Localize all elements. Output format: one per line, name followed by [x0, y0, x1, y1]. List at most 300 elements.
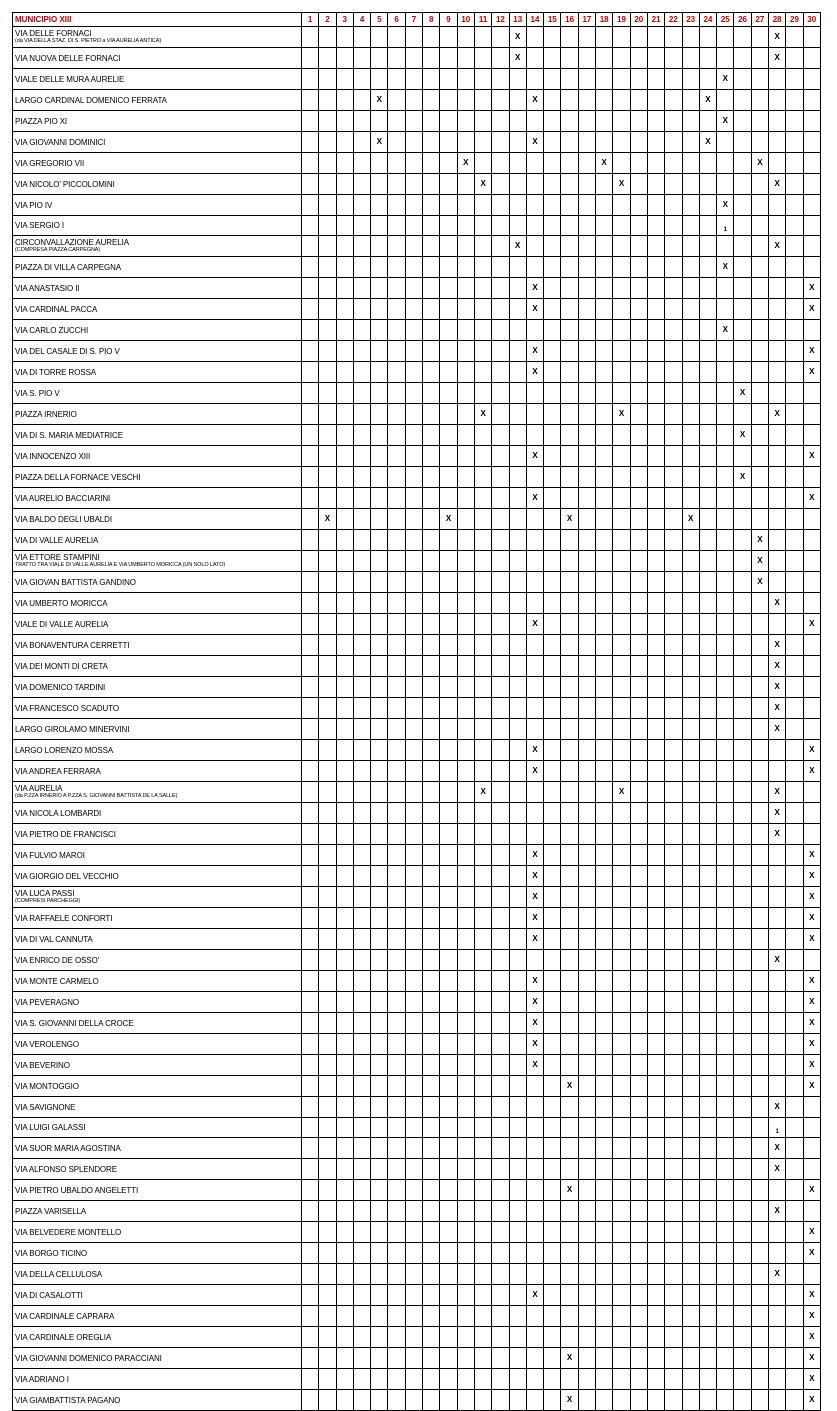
day-cell [423, 1034, 440, 1055]
day-cell [423, 467, 440, 488]
day-cell [751, 656, 768, 677]
day-cell [630, 845, 647, 866]
day-cell [682, 216, 699, 236]
day-cell [578, 236, 595, 257]
day-cell [699, 971, 716, 992]
day-cell [630, 656, 647, 677]
day-cell [492, 1180, 509, 1201]
day-cell [578, 111, 595, 132]
day-cell [561, 1201, 578, 1222]
day-cell [734, 195, 751, 216]
street-cell [13, 1348, 302, 1369]
street-name: VIA PIETRO DE FRANCISCI [15, 829, 116, 839]
day-cell [596, 929, 613, 950]
day-cell [734, 1201, 751, 1222]
schedule-mark: X [526, 1013, 543, 1034]
day-cell [371, 803, 388, 824]
day-cell [474, 195, 491, 216]
day-cell [613, 299, 630, 320]
day-cell [751, 740, 768, 761]
day-cell [751, 69, 768, 90]
day-cell [596, 1390, 613, 1411]
day-cell [302, 153, 319, 174]
day-cell [544, 320, 561, 341]
day-cell [423, 1369, 440, 1390]
day-cell [526, 383, 543, 404]
day-cell [769, 929, 786, 950]
day-cell [647, 1348, 664, 1369]
day-cell [578, 845, 595, 866]
day-cell [803, 1201, 820, 1222]
day-cell [509, 572, 526, 593]
day-cell [682, 698, 699, 719]
day-cell [440, 1055, 457, 1076]
day-cell [423, 1327, 440, 1348]
day-cell [578, 1201, 595, 1222]
day-cell [302, 425, 319, 446]
day-cell [492, 509, 509, 530]
day-cell [665, 1138, 682, 1159]
day-cell [353, 1180, 370, 1201]
day-cell [803, 132, 820, 153]
day-cell [371, 1201, 388, 1222]
day-cell [665, 740, 682, 761]
day-cell [734, 719, 751, 740]
day-cell [699, 509, 716, 530]
day-cell [647, 677, 664, 698]
day-cell [596, 257, 613, 278]
day-cell [302, 761, 319, 782]
day-cell [751, 1076, 768, 1097]
table-row [13, 195, 821, 216]
day-cell [509, 782, 526, 803]
day-cell [492, 153, 509, 174]
day-cell [786, 824, 803, 845]
day-cell [717, 698, 734, 719]
day-cell [440, 320, 457, 341]
day-cell [302, 278, 319, 299]
day-cell [578, 1118, 595, 1138]
day-cell [405, 698, 422, 719]
street-name: VIALE DI VALLE AURELIA [15, 619, 109, 629]
day-cell [630, 1180, 647, 1201]
day-cell [596, 1180, 613, 1201]
day-cell [544, 572, 561, 593]
day-cell [388, 69, 405, 90]
day-cell [734, 782, 751, 803]
day-cell [405, 656, 422, 677]
day-cell [769, 195, 786, 216]
day-cell [336, 908, 353, 929]
day-cell [405, 1076, 422, 1097]
day-cell [717, 509, 734, 530]
day-cell [319, 425, 336, 446]
day-cell [319, 551, 336, 572]
day-cell [561, 341, 578, 362]
day-cell [353, 1097, 370, 1118]
day-cell [786, 593, 803, 614]
day-cell [682, 1201, 699, 1222]
day-cell [803, 153, 820, 174]
day-cell [509, 1076, 526, 1097]
day-cell [734, 90, 751, 111]
day-cell [526, 509, 543, 530]
day-cell [526, 1201, 543, 1222]
street-name: LARGO GIROLAMO MINERVINI [15, 724, 130, 734]
schedule-mark: X [371, 90, 388, 111]
day-cell [665, 404, 682, 425]
day-cell [509, 614, 526, 635]
day-cell [302, 488, 319, 509]
day-cell [682, 782, 699, 803]
table-row [13, 320, 821, 341]
day-cell [769, 1222, 786, 1243]
day-cell [786, 299, 803, 320]
day-cell [440, 908, 457, 929]
street-name: VIA GIOVANNI DOMINICI [15, 137, 106, 147]
day-cell [492, 698, 509, 719]
schedule-mark: X [561, 1076, 578, 1097]
day-cell [302, 467, 319, 488]
day-cell [734, 551, 751, 572]
day-cell [440, 132, 457, 153]
day-cell [769, 320, 786, 341]
day-cell [803, 174, 820, 195]
day-cell [526, 1369, 543, 1390]
day-cell [336, 509, 353, 530]
day-cell [751, 761, 768, 782]
day-cell [699, 1264, 716, 1285]
day-cell [544, 1327, 561, 1348]
day-cell [596, 320, 613, 341]
day-cell [319, 278, 336, 299]
day-cell [561, 845, 578, 866]
day-cell [769, 887, 786, 908]
day-cell [665, 929, 682, 950]
day-cell [336, 845, 353, 866]
day-cell [474, 929, 491, 950]
day-cell [786, 530, 803, 551]
day-cell [474, 1306, 491, 1327]
day-cell [544, 1201, 561, 1222]
day-cell [371, 1180, 388, 1201]
table-body [13, 27, 821, 1411]
day-cell [388, 908, 405, 929]
day-cell [405, 929, 422, 950]
day-cell [371, 362, 388, 383]
schedule-mark: X [769, 1097, 786, 1118]
day-cell [319, 908, 336, 929]
day-cell [405, 404, 422, 425]
schedule-mark: X [803, 740, 820, 761]
day-cell [474, 27, 491, 48]
day-cell [336, 971, 353, 992]
street-name: VIA CARDINAL PACCA [15, 304, 98, 314]
day-cell [388, 195, 405, 216]
day-cell [734, 1159, 751, 1180]
table-row [13, 1243, 821, 1264]
day-cell [647, 404, 664, 425]
day-cell [751, 90, 768, 111]
day-cell [492, 677, 509, 698]
day-cell [647, 719, 664, 740]
day-cell [630, 866, 647, 887]
day-cell [596, 195, 613, 216]
day-cell [371, 656, 388, 677]
day-cell [440, 992, 457, 1013]
day-cell [665, 383, 682, 404]
day-cell [751, 845, 768, 866]
day-cell [596, 69, 613, 90]
street-cell [13, 362, 302, 383]
day-cell [440, 383, 457, 404]
day-cell [336, 614, 353, 635]
day-cell [336, 320, 353, 341]
day-cell [699, 824, 716, 845]
day-cell [803, 551, 820, 572]
day-cell [682, 425, 699, 446]
day-cell [492, 1159, 509, 1180]
table-row [13, 887, 821, 908]
day-cell [405, 635, 422, 656]
day-cell [786, 551, 803, 572]
day-cell [596, 446, 613, 467]
day-cell [319, 195, 336, 216]
day-cell [578, 971, 595, 992]
day-cell [509, 1138, 526, 1159]
day-cell [302, 1034, 319, 1055]
day-cell [717, 278, 734, 299]
day-cell [457, 362, 474, 383]
day-cell [526, 1076, 543, 1097]
day-cell [353, 572, 370, 593]
day-cell [423, 1306, 440, 1327]
day-cell [578, 1348, 595, 1369]
day-cell [423, 174, 440, 195]
day-cell [353, 216, 370, 236]
day-cell [423, 719, 440, 740]
day-cell [613, 803, 630, 824]
day-cell [336, 1285, 353, 1306]
day-cell [561, 1118, 578, 1138]
day-cell [596, 1138, 613, 1159]
street-cell [13, 992, 302, 1013]
schedule-mark: X [561, 1180, 578, 1201]
day-cell [336, 677, 353, 698]
street-name: VIA PEVERAGNO [15, 997, 80, 1007]
day-cell [336, 278, 353, 299]
day-cell [319, 1076, 336, 1097]
day-cell [353, 299, 370, 320]
day-cell [319, 866, 336, 887]
day-cell [769, 845, 786, 866]
day-cell [561, 761, 578, 782]
day-cell [682, 1180, 699, 1201]
schedule-mark: X [526, 971, 543, 992]
day-cell [630, 782, 647, 803]
day-cell [336, 1264, 353, 1285]
day-cell [474, 1138, 491, 1159]
day-cell [544, 257, 561, 278]
day-cell [751, 425, 768, 446]
day-cell [336, 929, 353, 950]
day-cell [457, 195, 474, 216]
day-cell [803, 1097, 820, 1118]
day-cell [336, 216, 353, 236]
day-cell [578, 90, 595, 111]
day-cell [423, 551, 440, 572]
day-cell [665, 1306, 682, 1327]
day-cell [440, 1034, 457, 1055]
day-cell [751, 908, 768, 929]
day-cell [440, 551, 457, 572]
day-cell [457, 111, 474, 132]
day-cell [647, 90, 664, 111]
day-cell [509, 509, 526, 530]
street-cell [13, 551, 302, 572]
day-cell [682, 1348, 699, 1369]
day-cell [786, 971, 803, 992]
day-cell [647, 216, 664, 236]
day-cell [509, 551, 526, 572]
day-cell [596, 341, 613, 362]
day-cell [509, 866, 526, 887]
day-cell [423, 593, 440, 614]
day-cell [786, 1264, 803, 1285]
day-cell [457, 656, 474, 677]
day-cell [596, 866, 613, 887]
day-cell [405, 1034, 422, 1055]
day-cell [457, 1097, 474, 1118]
day-cell [786, 236, 803, 257]
header-row [13, 13, 821, 27]
day-cell [336, 866, 353, 887]
day-cell [319, 341, 336, 362]
table-row [13, 635, 821, 656]
day-cell [336, 761, 353, 782]
day-cell [647, 593, 664, 614]
day-cell [578, 1076, 595, 1097]
day-cell [353, 803, 370, 824]
day-cell [596, 908, 613, 929]
day-cell [336, 257, 353, 278]
day-cell [665, 1222, 682, 1243]
schedule-mark: X [526, 866, 543, 887]
day-cell [596, 1243, 613, 1264]
day-cell [682, 929, 699, 950]
day-cell [526, 257, 543, 278]
schedule-mark: X [769, 593, 786, 614]
table-row [13, 257, 821, 278]
day-cell [544, 1180, 561, 1201]
day-cell [405, 1222, 422, 1243]
day-cell [596, 132, 613, 153]
day-cell [665, 236, 682, 257]
street-name: VIA NUOVA DELLE FORNACI [15, 53, 121, 63]
day-cell [613, 90, 630, 111]
day-cell [353, 174, 370, 195]
day-cell [786, 320, 803, 341]
schedule-mark: X [526, 992, 543, 1013]
day-cell [336, 299, 353, 320]
day-cell [803, 824, 820, 845]
day-cell [786, 1097, 803, 1118]
day-cell [665, 866, 682, 887]
day-cell [682, 803, 699, 824]
day-cell [734, 174, 751, 195]
day-cell [682, 677, 699, 698]
street-name: VIA GIOVANNI DOMENICO PARACCIANI [15, 1353, 162, 1363]
day-cell [682, 1076, 699, 1097]
day-cell [630, 677, 647, 698]
day-cell [353, 132, 370, 153]
day-cell [717, 1076, 734, 1097]
day-cell [647, 614, 664, 635]
day-cell [578, 48, 595, 69]
day-cell [526, 216, 543, 236]
day-cell [699, 761, 716, 782]
day-cell [492, 299, 509, 320]
day-cell [544, 1222, 561, 1243]
day-cell [647, 740, 664, 761]
day-cell [302, 992, 319, 1013]
day-cell [613, 551, 630, 572]
schedule-mark: X [803, 362, 820, 383]
day-cell [803, 216, 820, 236]
day-cell [647, 929, 664, 950]
day-cell [474, 111, 491, 132]
day-cell [319, 782, 336, 803]
day-cell [544, 887, 561, 908]
day-cell [371, 278, 388, 299]
day-cell [405, 48, 422, 69]
day-cell [613, 866, 630, 887]
schedule-mark: X [769, 1264, 786, 1285]
day-cell [371, 572, 388, 593]
day-cell [353, 929, 370, 950]
day-header-17: 17 [578, 13, 595, 27]
day-cell [561, 614, 578, 635]
day-cell [630, 195, 647, 216]
table-row [13, 1118, 821, 1138]
day-cell [544, 950, 561, 971]
day-cell [578, 677, 595, 698]
day-cell [544, 132, 561, 153]
day-cell [440, 719, 457, 740]
day-cell [682, 1055, 699, 1076]
day-cell [786, 677, 803, 698]
day-cell [544, 278, 561, 299]
day-cell [578, 383, 595, 404]
day-cell [578, 551, 595, 572]
day-cell [682, 1138, 699, 1159]
schedule-mark: X [803, 761, 820, 782]
day-cell [509, 992, 526, 1013]
day-cell [405, 1285, 422, 1306]
day-cell [803, 467, 820, 488]
day-cell [544, 153, 561, 174]
day-cell [751, 971, 768, 992]
day-cell [734, 1348, 751, 1369]
schedule-table [12, 12, 821, 1411]
day-cell [578, 195, 595, 216]
day-cell [751, 1159, 768, 1180]
day-cell [665, 488, 682, 509]
day-header-29: 29 [786, 13, 803, 27]
day-header-25: 25 [717, 13, 734, 27]
day-cell [578, 719, 595, 740]
day-cell [647, 69, 664, 90]
